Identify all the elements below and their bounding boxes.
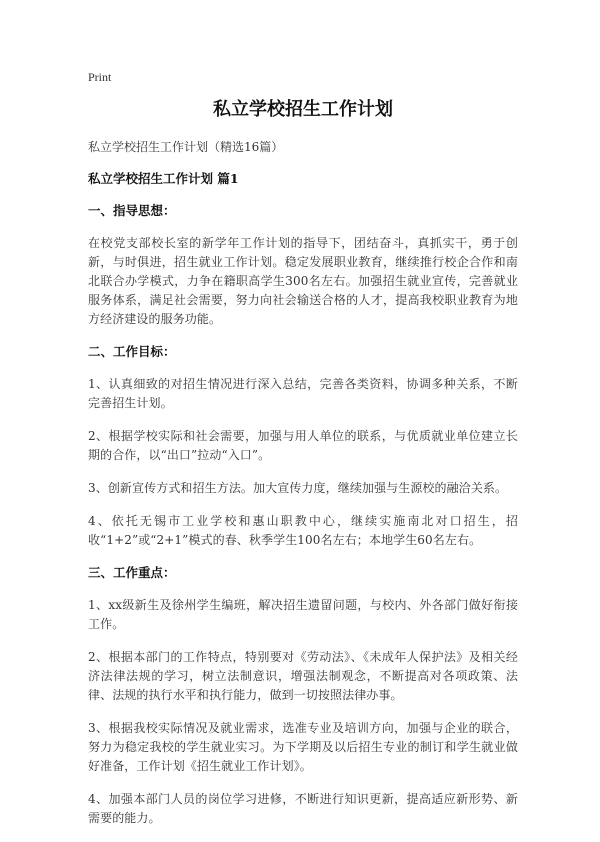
paragraph: 2、根据本部门的工作特点，特别要对《劳动法》、《未成年人保护法》及相关经济法律法规的学习，树立法制意识，增强法制观念，不断提高对各项政策、法律、法规的执行水平和执行能力，做到一切按照法律办事。	[88, 650, 518, 702]
document-subtitle: 私立学校招生工作计划（精选16篇）	[88, 140, 284, 154]
page-title: 私立学校招生工作计划	[213, 99, 393, 120]
paragraph: 4、依托无锡市工业学校和惠山职教中心，继续实施南北对口招生，招收“1+2”或“2+1”模式的春、秋季学生100名左右；本地学生60名左右。	[88, 514, 518, 547]
paragraph: 在校党支部校长室的新学年工作计划的指导下，团结奋斗，真抓实干，勇于创新，与时俱进，招生就业工作计划。稳定发展职业教育，继续推行校企合作和南北联合办学模式，力争在籍职高学生300名左右。加强招生就业宣传，完善就业服务体系，满足社会需要，努力向社会输送合格的人才，提高我校职业教育为地方经济建设的服务功能。	[88, 236, 518, 326]
section-work-focus	[88, 564, 518, 828]
paragraph: 3、根据我校实际情况及就业需求，选准专业及培训方向，加强与企业的联合，努力为稳定我校的学生就业实习。为下学期及以后招生专业的制订和学生就业做好准备，工作计划《招生就业工作计划》。	[88, 721, 518, 773]
section-guiding-ideology	[88, 202, 518, 329]
paragraph: 3、创新宣传方式和招生方法。加大宣传力度，继续加强与生源校的融洽关系。	[88, 481, 508, 495]
section-heading: 二、工作目标：	[88, 344, 176, 359]
document-page	[88, 68, 518, 842]
paragraph: 1、xx级新生及徐州学生编班，解决招生遗留问题，与校内、外各部门做好衔接工作。	[88, 598, 518, 631]
article-heading: 私立学校招生工作计划 篇1	[88, 171, 239, 186]
paragraph: 2、根据学校实际和社会需要，加强与用人单位的联系，与优质就业单位建立长期的合作，以“出口”拉动“入口”。	[88, 429, 518, 462]
print-label[interactable]: Print	[88, 70, 112, 84]
paragraph: 4、加强本部门人员的岗位学习进修，不断进行知识更新，提高适应新形势、新需要的能力。	[88, 792, 518, 825]
section-heading: 一、指导思想：	[88, 203, 176, 218]
paragraph: 1、认真细致的对招生情况进行深入总结，完善各类资料，协调多种关系，不断完善招生计划。	[88, 377, 518, 410]
section-work-goals	[88, 343, 518, 550]
section-heading: 三、工作重点：	[88, 565, 176, 580]
